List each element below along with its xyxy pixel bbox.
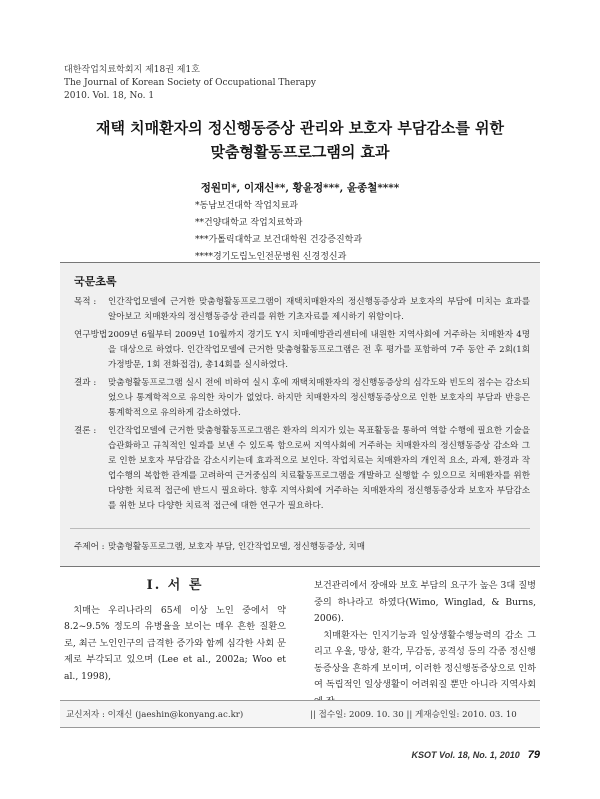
journal-volume: 2010. Vol. 18, No. 1	[64, 91, 155, 101]
abstract-section-label: 결론 :	[74, 426, 97, 436]
abstract-conclusion	[74, 424, 530, 514]
abstract-heading: 국문초록	[74, 275, 117, 288]
abstract-body	[74, 295, 530, 517]
affiliation-2: **건양대학교 작업치료학과	[195, 218, 303, 228]
keywords-text: 맞춤형활동프로그램, 보호자 부담, 인간작업모델, 정신행동증상, 치매	[108, 542, 366, 552]
abstract-section-text: 2009년 6월부터 2009년 10월까지 경기도 Y시 치매예방관리센터에 내원한 지역사회에 거주하는 치매환자 4명을 대상으로 하였다. 인간작업모델에 근거한 맞춤형활동프로그램은 전 후 평가를 포함하여 7주 동안 주 2회(1회 가정방문, 1회 전화접검), 총14회를 실시하였다.	[108, 330, 530, 370]
correspondence-footer	[60, 700, 540, 728]
body-paragraph: 치매는 우리나라의 65세 이상 노인 중에서 약 8.2~9.5% 정도의 유병율을 보이는 매우 흔한 질환으로, 최근 노인인구의 급격한 증가와 함께 심각한 사회 문제로 부각되고 있으며 (Lee et al., 2002a; Woo et al., 1998),	[64, 604, 286, 682]
section-title-introduction: Ⅰ. 서 론	[146, 578, 204, 593]
abstract-divider	[70, 528, 530, 529]
body-column-left	[64, 578, 286, 685]
affiliation-1: *동남보건대학 작업치료과	[195, 201, 298, 211]
paper-title	[0, 116, 600, 164]
korean-abstract	[60, 262, 540, 567]
body-paragraph: 치매환자는 인지기능과 일상생활수행능력의 감소 그리고 우울, 망상, 환각, 무감동, 공격성 등의 각종 정신행동증상을 흔하게 보이며, 이러한 정신행동증상으로 인하여 독립적인 일상생활이 어려워질 뿐만 아니라 지역사회	[314, 629, 536, 690]
affiliation-4: ****경기도립노인전문병원 신경정신과	[195, 252, 347, 262]
abstract-section-text: 맞춤형활동프로그램 실시 전에 비하여 실시 후에 재택치매환자의 정신행동증상의 심각도와 빈도의 점수는 감소되었으나 통계학적으로 유의한 차이가 없었다. 하지만 치매환자의 정신행동증상으로 인한 보호자의 부담과 반응은 통계학적으로 유의하게 감소하였다.	[108, 378, 530, 418]
abstract-section-label: 연구방법 :	[74, 330, 113, 340]
body-paragraph: 보건관리에서 장애와 보호 부담의 요구가 높은 3대 질병 중의 하나라고 하였다(Wimo, Winglad, & Burns, 2006).	[314, 580, 536, 624]
abstract-methods	[74, 328, 530, 373]
affiliation-3: ***가톨릭대학교 보건대학원 건강증진학과	[195, 235, 363, 245]
abstract-purpose	[74, 295, 530, 325]
abstract-section-text: 인간작업모델에 근거한 맞춤형활동프로그램은 환자의 의지가 있는 목표활동을 통하여 역할 수행에 필요한 기술을 습관화하고 규칙적인 일과를 보낸 수 있도록 함으로써 지역사회에 거주하는 치매환자의 정신행동증상 감소와 그로 인한 보호자 부담감을 감소시키는데 효과적으로 보인다. 작업치료는 치매환자의 개인적 요소, 과제, 환경과 작업수행의 복합한 관계를 고려하여 근거중심의 치료활동프로그램을 개발하고 실행할 수 있으므로 치매환자를 위한 다양한 치료적 접근에 반드시 필요하다. 향후 지역사회에 거주하는 치매환자의 정신행동증상과 보호자 부담감소를 위한 보다 다양한 치료적 접근에 대한 연구가 필요하다.	[108, 426, 530, 511]
journal-name-korean: 대한작업치료학회지 제18권 제1호	[64, 65, 200, 75]
abstract-section-label: 결과 :	[74, 378, 97, 388]
keywords-label: 주제어 :	[74, 542, 105, 552]
abstract-results	[74, 376, 530, 421]
corresponding-author: 교신저자 : 이재신 (jaeshin@konyang.ac.kr)	[66, 710, 244, 720]
submission-dates: || 접수일: 2009. 10. 30 || 게재승인일: 2010. 03. 10	[310, 710, 517, 720]
journal-reference: KSOT Vol. 18, No. 1, 2010	[411, 750, 520, 760]
affiliation-list	[195, 198, 362, 266]
abstract-section-text: 인간작업모델에 근거한 맞춤형활동프로그램이 재택치매환자의 정신행동증상과 보호자의 부담에 미치는 효과를 알아보고 치매환자의 정신행동증상 관리를 위한 기초자료를 제시하기 위함이다.	[108, 297, 530, 322]
abstract-section-label: 목적 :	[74, 297, 97, 307]
body-column-right	[314, 578, 536, 710]
author-list: 정원미*, 이재신**, 황윤정***, 윤종철****	[200, 182, 400, 194]
page-footer	[412, 749, 540, 761]
title-line-1: 재택 치매환자의 정신행동증상 관리와 보호자 부담감소를 위한	[95, 119, 505, 137]
abstract-keywords	[74, 540, 365, 552]
page-number: 79	[527, 749, 540, 761]
journal-header	[64, 64, 316, 103]
title-line-2: 맞춤형활동프로그램의 효과	[210, 143, 390, 161]
journal-name-english: The Journal of Korean Society of Occupational Therapy	[64, 78, 317, 88]
